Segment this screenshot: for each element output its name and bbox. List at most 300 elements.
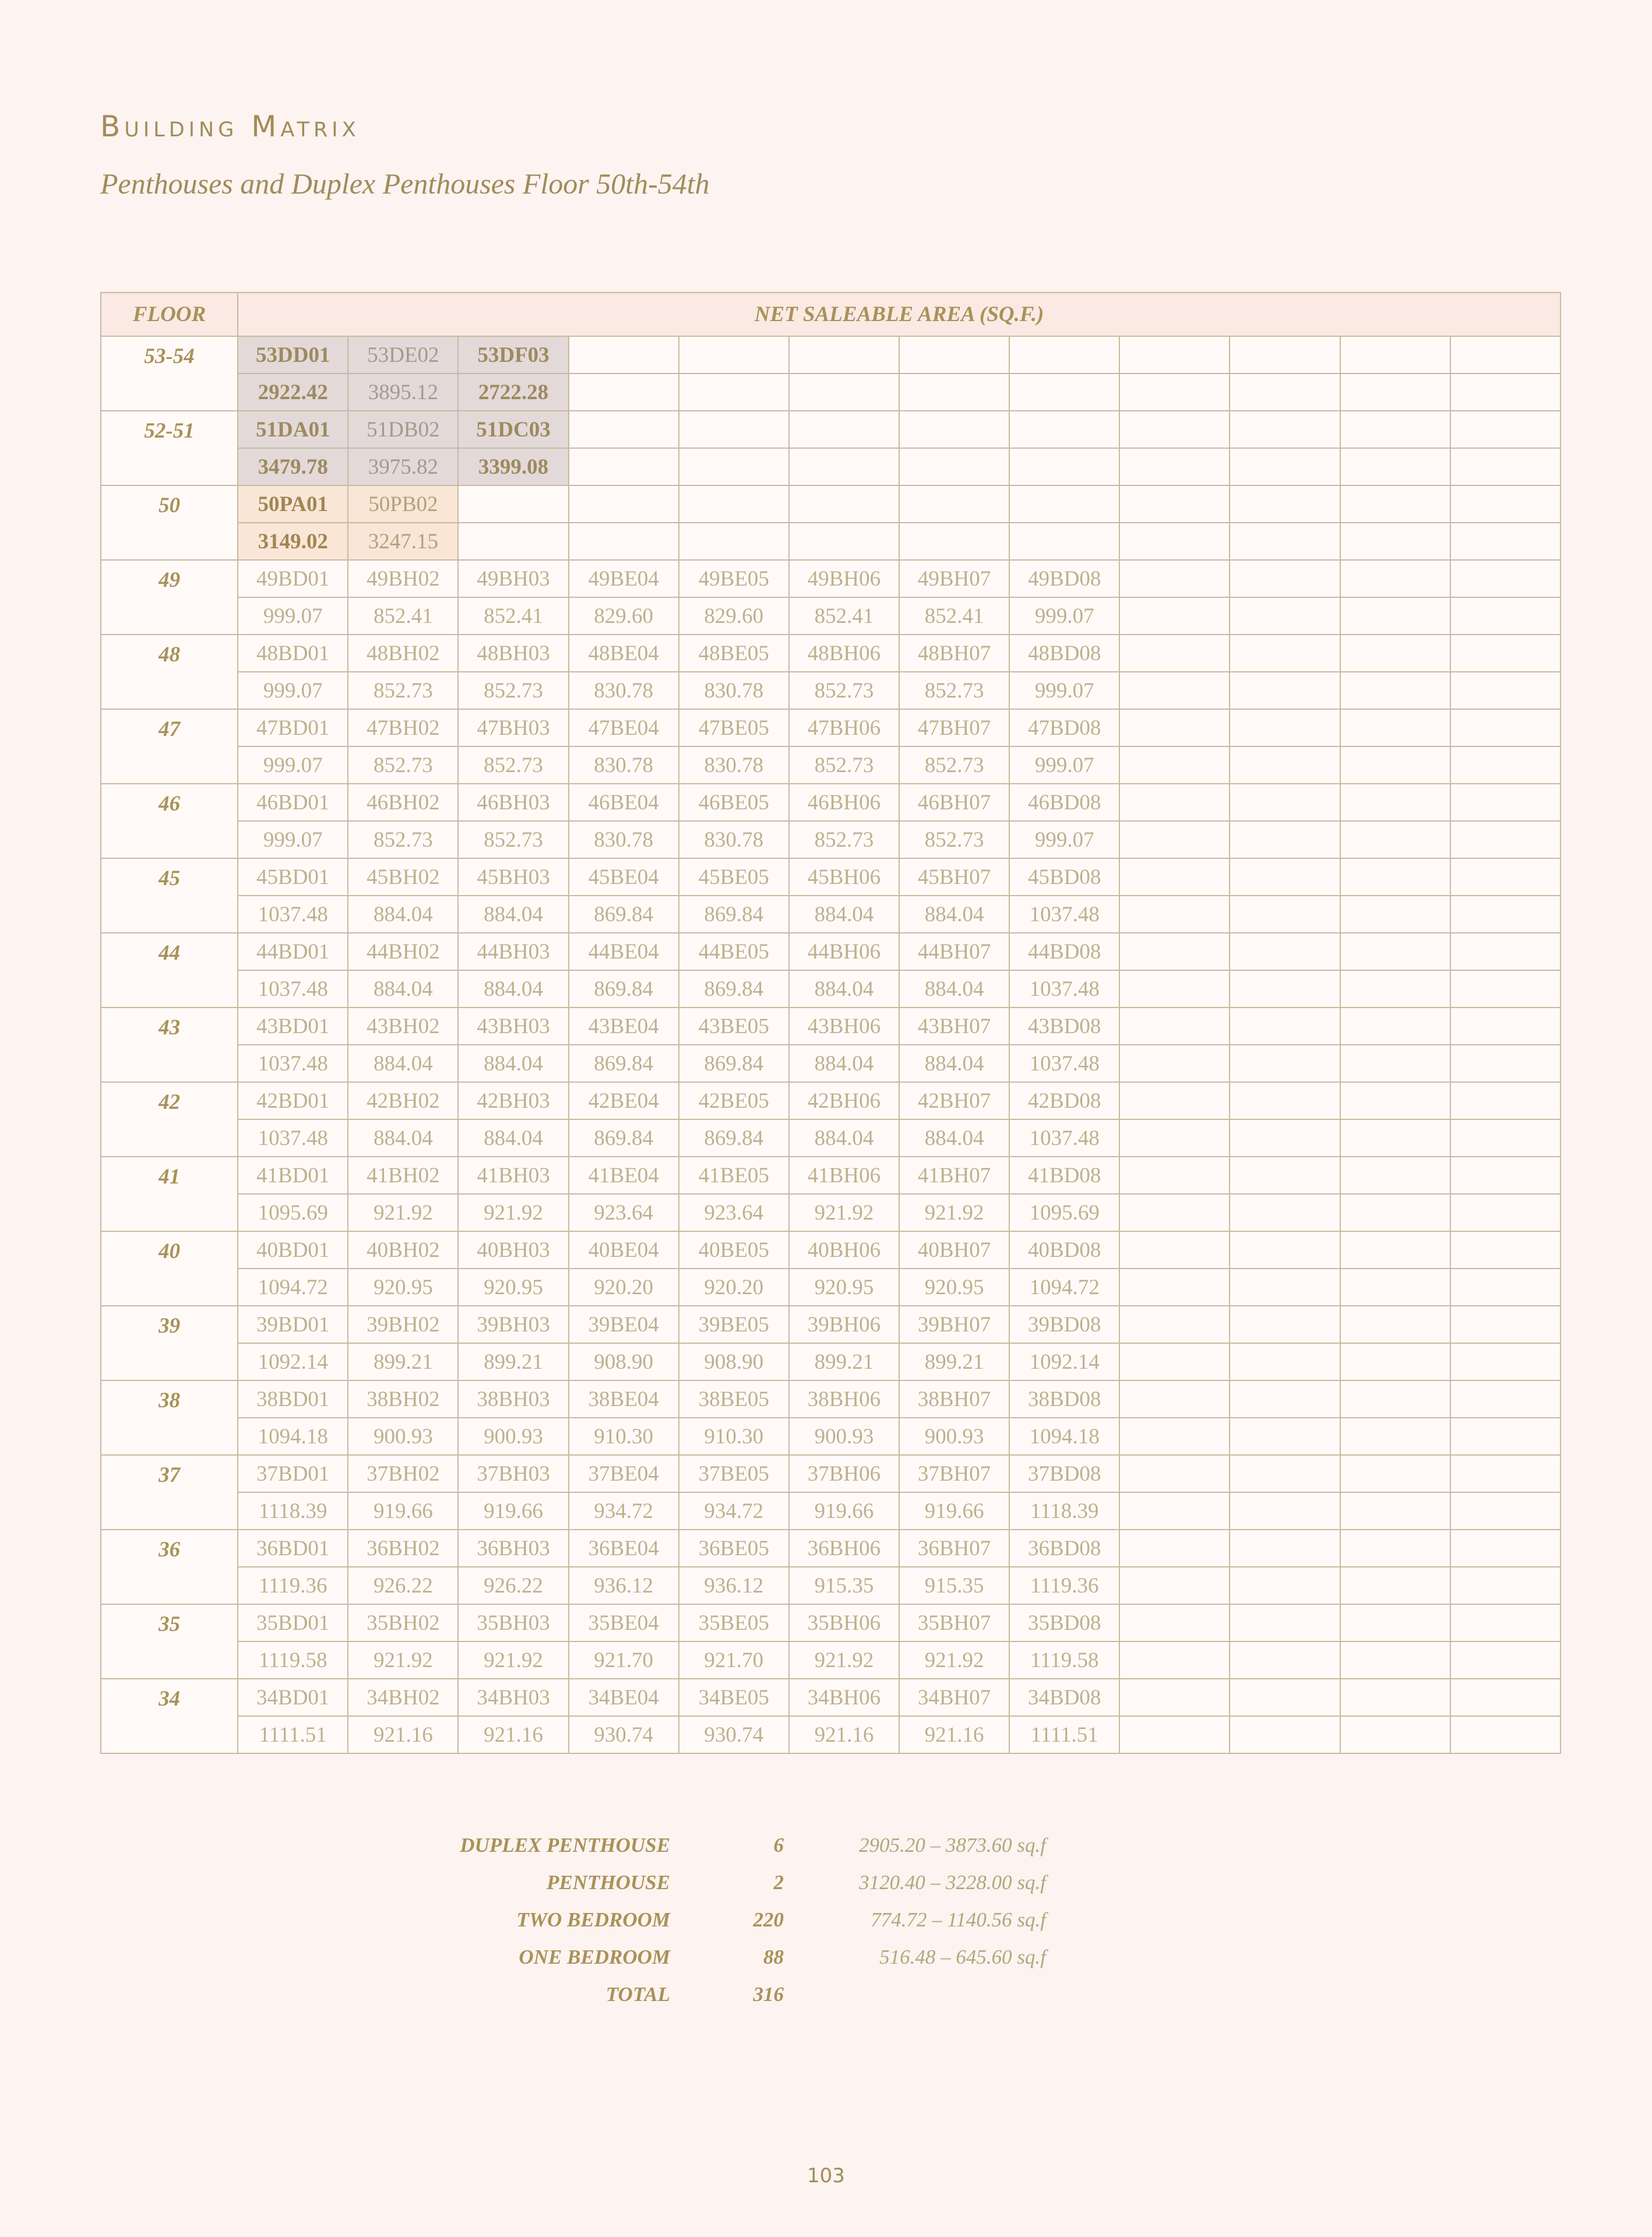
table-row [101, 1306, 1561, 1343]
area-cell: 921.92 [899, 1641, 1009, 1679]
empty-cell [1340, 1455, 1450, 1492]
table-row [101, 933, 1561, 970]
area-cell: 884.04 [458, 1119, 568, 1157]
empty-cell [1119, 1679, 1230, 1716]
unit-cell: 48BE05 [679, 635, 789, 672]
empty-cell [1119, 1231, 1230, 1269]
unit-cell: 53DF03 [458, 336, 568, 374]
area-cell: 852.73 [789, 746, 899, 784]
area-cell: 999.07 [1009, 672, 1119, 709]
unit-cell: 37BH03 [458, 1455, 568, 1492]
table-row [101, 1455, 1561, 1492]
floor-cell: 37 [101, 1455, 238, 1530]
unit-cell: 38BD08 [1009, 1380, 1119, 1418]
unit-cell: 40BD01 [238, 1231, 348, 1269]
area-cell: 900.93 [789, 1418, 899, 1455]
area-cell: 1119.36 [1009, 1567, 1119, 1604]
area-cell: 884.04 [899, 1045, 1009, 1082]
area-cell: 852.73 [458, 672, 568, 709]
empty-cell [1450, 933, 1561, 970]
summary-row [373, 1864, 1046, 1901]
empty-cell [1230, 821, 1340, 858]
unit-cell: 49BD01 [238, 560, 348, 597]
empty-cell [1230, 709, 1340, 746]
empty-cell [1230, 597, 1340, 635]
unit-cell: 37BH06 [789, 1455, 899, 1492]
empty-cell [679, 374, 789, 411]
empty-cell [789, 523, 899, 560]
area-cell: 999.07 [1009, 821, 1119, 858]
area-cell: 852.41 [458, 597, 568, 635]
area-cell: 999.07 [238, 597, 348, 635]
area-cell: 900.93 [458, 1418, 568, 1455]
empty-cell [1450, 485, 1561, 523]
area-cell: 919.66 [458, 1492, 568, 1530]
empty-cell [1450, 1269, 1561, 1306]
area-cell: 923.64 [679, 1194, 789, 1231]
empty-cell [679, 523, 789, 560]
area-cell: 921.92 [458, 1194, 568, 1231]
table-row [101, 1082, 1561, 1119]
unit-cell: 44BD08 [1009, 933, 1119, 970]
unit-cell: 43BH06 [789, 1007, 899, 1045]
unit-cell: 42BE04 [569, 1082, 679, 1119]
empty-cell [679, 448, 789, 485]
unit-cell: 34BH03 [458, 1679, 568, 1716]
empty-cell [1450, 1567, 1561, 1604]
table-row [101, 635, 1561, 672]
unit-cell: 45BD01 [238, 858, 348, 896]
empty-cell [1340, 1007, 1450, 1045]
unit-cell: 43BD08 [1009, 1007, 1119, 1045]
empty-cell [1119, 784, 1230, 821]
unit-cell: 34BH02 [348, 1679, 458, 1716]
area-cell: 884.04 [348, 970, 458, 1007]
floor-cell: 42 [101, 1082, 238, 1157]
area-cell: 921.16 [789, 1716, 899, 1753]
empty-cell [1230, 933, 1340, 970]
area-cell: 934.72 [679, 1492, 789, 1530]
area-cell: 919.66 [899, 1492, 1009, 1530]
area-cell: 830.78 [679, 746, 789, 784]
table-row [101, 970, 1561, 1007]
empty-cell [1340, 784, 1450, 821]
area-cell: 852.73 [789, 821, 899, 858]
empty-cell [1340, 1157, 1450, 1194]
empty-cell [1119, 1007, 1230, 1045]
unit-cell: 48BH06 [789, 635, 899, 672]
empty-cell [1119, 933, 1230, 970]
unit-cell: 43BE05 [679, 1007, 789, 1045]
area-cell: 3149.02 [238, 523, 348, 560]
unit-cell: 41BH03 [458, 1157, 568, 1194]
unit-cell: 34BE04 [569, 1679, 679, 1716]
empty-cell [1230, 411, 1340, 448]
table-row [101, 1679, 1561, 1716]
unit-cell: 36BD08 [1009, 1530, 1119, 1567]
unit-cell: 44BH06 [789, 933, 899, 970]
unit-cell: 34BE05 [679, 1679, 789, 1716]
area-cell: 869.84 [679, 1045, 789, 1082]
unit-cell: 46BE04 [569, 784, 679, 821]
empty-cell [1340, 597, 1450, 635]
empty-cell [1119, 1157, 1230, 1194]
summary-count: 6 [773, 1834, 784, 1856]
empty-cell [1340, 635, 1450, 672]
empty-cell [1450, 1157, 1561, 1194]
unit-cell: 35BH03 [458, 1604, 568, 1641]
table-row [101, 1269, 1561, 1306]
unit-cell: 47BD08 [1009, 709, 1119, 746]
area-cell: 830.78 [569, 746, 679, 784]
unit-cell: 37BE04 [569, 1455, 679, 1492]
empty-cell [1450, 1343, 1561, 1380]
area-cell: 1092.14 [238, 1343, 348, 1380]
empty-cell [1450, 1119, 1561, 1157]
area-cell: 899.21 [899, 1343, 1009, 1380]
floor-cell: 43 [101, 1007, 238, 1082]
area-cell: 910.30 [679, 1418, 789, 1455]
unit-cell: 43BH02 [348, 1007, 458, 1045]
unit-cell: 38BH07 [899, 1380, 1009, 1418]
area-cell: 899.21 [458, 1343, 568, 1380]
area-cell: 1037.48 [1009, 970, 1119, 1007]
area-cell: 921.92 [348, 1194, 458, 1231]
section-eyebrow: Building Matrix [100, 110, 360, 143]
area-cell: 1118.39 [1009, 1492, 1119, 1530]
unit-cell: 50PB02 [348, 485, 458, 523]
area-cell: 930.74 [679, 1716, 789, 1753]
empty-cell [1119, 374, 1230, 411]
empty-cell [1230, 672, 1340, 709]
summary-range: 516.48 – 645.60 sq.f [879, 1946, 1046, 1968]
empty-cell [569, 411, 679, 448]
area-cell: 926.22 [458, 1567, 568, 1604]
empty-cell [1230, 970, 1340, 1007]
area-cell: 830.78 [569, 821, 679, 858]
empty-cell [1009, 523, 1119, 560]
empty-cell [1450, 896, 1561, 933]
unit-cell: 37BE05 [679, 1455, 789, 1492]
area-cell: 910.30 [569, 1418, 679, 1455]
empty-cell [1230, 1007, 1340, 1045]
area-cell: 1037.48 [238, 970, 348, 1007]
unit-cell: 43BH03 [458, 1007, 568, 1045]
area-cell: 930.74 [569, 1716, 679, 1753]
empty-cell [1009, 485, 1119, 523]
matrix-body [101, 336, 1561, 1753]
unit-cell: 43BD01 [238, 1007, 348, 1045]
empty-cell [1119, 672, 1230, 709]
area-cell: 852.73 [789, 672, 899, 709]
empty-cell [569, 374, 679, 411]
empty-cell [1450, 709, 1561, 746]
empty-cell [1450, 970, 1561, 1007]
unit-cell: 38BH06 [789, 1380, 899, 1418]
unit-cell: 44BD01 [238, 933, 348, 970]
table-row [101, 1530, 1561, 1567]
empty-cell [1340, 336, 1450, 374]
empty-cell [1340, 821, 1450, 858]
empty-cell [1450, 597, 1561, 635]
unit-cell: 36BH07 [899, 1530, 1009, 1567]
unit-cell: 48BE04 [569, 635, 679, 672]
empty-cell [1230, 1380, 1340, 1418]
empty-cell [1119, 1530, 1230, 1567]
unit-cell: 36BD01 [238, 1530, 348, 1567]
unit-cell: 38BD01 [238, 1380, 348, 1418]
empty-cell [1119, 485, 1230, 523]
empty-cell [1450, 560, 1561, 597]
area-cell: 830.78 [569, 672, 679, 709]
area-cell: 869.84 [679, 896, 789, 933]
empty-cell [1119, 411, 1230, 448]
area-cell: 1111.51 [1009, 1716, 1119, 1753]
unit-cell: 37BD01 [238, 1455, 348, 1492]
floor-cell: 44 [101, 933, 238, 1007]
empty-cell [1340, 896, 1450, 933]
empty-cell [1450, 448, 1561, 485]
unit-cell: 42BD08 [1009, 1082, 1119, 1119]
unit-cell: 49BE04 [569, 560, 679, 597]
unit-cell: 40BD08 [1009, 1231, 1119, 1269]
empty-cell [679, 485, 789, 523]
unit-cell: 46BH07 [899, 784, 1009, 821]
unit-cell: 45BD08 [1009, 858, 1119, 896]
empty-cell [1009, 374, 1119, 411]
empty-cell [1119, 1343, 1230, 1380]
area-cell: 1111.51 [238, 1716, 348, 1753]
area-cell: 926.22 [348, 1567, 458, 1604]
unit-cell: 40BE05 [679, 1231, 789, 1269]
area-cell: 829.60 [569, 597, 679, 635]
area-cell: 884.04 [458, 970, 568, 1007]
empty-cell [1340, 858, 1450, 896]
unit-cell: 49BD08 [1009, 560, 1119, 597]
unit-cell: 39BH07 [899, 1306, 1009, 1343]
unit-cell: 42BH07 [899, 1082, 1009, 1119]
unit-cell: 35BD01 [238, 1604, 348, 1641]
unit-cell: 34BD08 [1009, 1679, 1119, 1716]
table-row [101, 597, 1561, 635]
unit-cell: 45BH07 [899, 858, 1009, 896]
area-cell: 921.92 [348, 1641, 458, 1679]
area-cell: 884.04 [789, 896, 899, 933]
area-cell: 852.73 [899, 821, 1009, 858]
empty-cell [458, 523, 568, 560]
unit-cell: 34BD01 [238, 1679, 348, 1716]
unit-cell: 47BH02 [348, 709, 458, 746]
unit-cell: 40BH06 [789, 1231, 899, 1269]
area-cell: 936.12 [679, 1567, 789, 1604]
unit-cell: 41BE04 [569, 1157, 679, 1194]
empty-cell [1009, 336, 1119, 374]
unit-cell: 39BE05 [679, 1306, 789, 1343]
table-header-row [101, 293, 1561, 336]
floor-cell: 39 [101, 1306, 238, 1380]
empty-cell [1450, 1455, 1561, 1492]
unit-cell: 35BE05 [679, 1604, 789, 1641]
empty-cell [458, 485, 568, 523]
empty-cell [1340, 1269, 1450, 1306]
unit-cell: 41BD08 [1009, 1157, 1119, 1194]
unit-cell: 36BH02 [348, 1530, 458, 1567]
unit-cell: 36BE04 [569, 1530, 679, 1567]
empty-cell [1230, 1269, 1340, 1306]
table-row [101, 672, 1561, 709]
unit-cell: 39BD01 [238, 1306, 348, 1343]
area-cell: 921.16 [899, 1716, 1009, 1753]
summary-label: ONE BEDROOM [519, 1946, 670, 1968]
empty-cell [1230, 635, 1340, 672]
area-cell: 884.04 [348, 1119, 458, 1157]
summary-row [373, 1827, 1046, 1864]
unit-cell: 46BD01 [238, 784, 348, 821]
unit-cell: 35BH06 [789, 1604, 899, 1641]
area-cell: 915.35 [899, 1567, 1009, 1604]
table-row [101, 1380, 1561, 1418]
table-row [101, 336, 1561, 374]
area-cell: 1118.39 [238, 1492, 348, 1530]
unit-cell: 43BE04 [569, 1007, 679, 1045]
area-cell: 999.07 [238, 746, 348, 784]
table-row [101, 1604, 1561, 1641]
unit-cell: 44BH02 [348, 933, 458, 970]
empty-cell [1119, 560, 1230, 597]
floor-cell: 48 [101, 635, 238, 709]
area-cell: 921.92 [899, 1194, 1009, 1231]
table-row [101, 1007, 1561, 1045]
empty-cell [1230, 896, 1340, 933]
empty-cell [1119, 858, 1230, 896]
area-cell: 899.21 [789, 1343, 899, 1380]
table-row [101, 1231, 1561, 1269]
empty-cell [1450, 1082, 1561, 1119]
table-row [101, 1194, 1561, 1231]
floor-cell: 41 [101, 1157, 238, 1231]
area-cell: 1119.58 [1009, 1641, 1119, 1679]
empty-cell [569, 523, 679, 560]
area-cell: 2922.42 [238, 374, 348, 411]
empty-cell [1230, 1343, 1340, 1380]
area-cell: 869.84 [569, 1045, 679, 1082]
area-cell: 852.41 [789, 597, 899, 635]
area-cell: 999.07 [1009, 597, 1119, 635]
empty-cell [1340, 485, 1450, 523]
unit-cell: 39BH03 [458, 1306, 568, 1343]
area-cell: 2722.28 [458, 374, 568, 411]
area-cell: 921.70 [569, 1641, 679, 1679]
table-row [101, 1157, 1561, 1194]
area-cell: 884.04 [458, 896, 568, 933]
area-cell: 1094.72 [238, 1269, 348, 1306]
area-cell: 869.84 [679, 1119, 789, 1157]
empty-cell [1450, 411, 1561, 448]
area-cell: 852.41 [899, 597, 1009, 635]
unit-cell: 39BD08 [1009, 1306, 1119, 1343]
floor-cell: 47 [101, 709, 238, 784]
empty-cell [1450, 858, 1561, 896]
empty-cell [1450, 1306, 1561, 1343]
area-cell: 830.78 [679, 672, 789, 709]
summary-row [373, 1939, 1046, 1976]
unit-cell: 37BH07 [899, 1455, 1009, 1492]
empty-cell [1340, 1604, 1450, 1641]
area-cell: 934.72 [569, 1492, 679, 1530]
empty-cell [1119, 896, 1230, 933]
unit-cell: 35BD08 [1009, 1604, 1119, 1641]
unit-cell: 35BH02 [348, 1604, 458, 1641]
unit-cell: 49BE05 [679, 560, 789, 597]
unit-cell: 44BE05 [679, 933, 789, 970]
unit-cell: 40BH02 [348, 1231, 458, 1269]
empty-cell [1119, 523, 1230, 560]
empty-cell [569, 485, 679, 523]
empty-cell [899, 374, 1009, 411]
area-cell: 1037.48 [1009, 1119, 1119, 1157]
unit-cell: 42BE05 [679, 1082, 789, 1119]
empty-cell [1230, 485, 1340, 523]
unit-cell: 48BD08 [1009, 635, 1119, 672]
empty-cell [1119, 1604, 1230, 1641]
empty-cell [1450, 1716, 1561, 1753]
empty-cell [1340, 933, 1450, 970]
empty-cell [1119, 635, 1230, 672]
area-cell: 921.92 [789, 1641, 899, 1679]
floor-cell: 38 [101, 1380, 238, 1455]
empty-cell [789, 336, 899, 374]
empty-cell [899, 411, 1009, 448]
unit-cell: 38BH03 [458, 1380, 568, 1418]
empty-cell [1340, 746, 1450, 784]
empty-cell [1119, 1045, 1230, 1082]
empty-cell [569, 448, 679, 485]
summary-label: DUPLEX PENTHOUSE [460, 1834, 670, 1856]
unit-cell: 34BH07 [899, 1679, 1009, 1716]
area-cell: 869.84 [679, 970, 789, 1007]
area-cell: 921.92 [789, 1194, 899, 1231]
floor-cell: 34 [101, 1679, 238, 1753]
area-cell: 869.84 [569, 970, 679, 1007]
empty-cell [1230, 858, 1340, 896]
empty-cell [1230, 1306, 1340, 1343]
floor-cell: 52-51 [101, 411, 238, 485]
area-cell: 921.16 [348, 1716, 458, 1753]
unit-cell: 46BE05 [679, 784, 789, 821]
empty-cell [899, 448, 1009, 485]
area-cell: 3479.78 [238, 448, 348, 485]
area-cell: 921.16 [458, 1716, 568, 1753]
empty-cell [1340, 1306, 1450, 1343]
empty-cell [1009, 411, 1119, 448]
empty-cell [1450, 1604, 1561, 1641]
unit-cell: 41BH02 [348, 1157, 458, 1194]
area-cell: 852.73 [899, 746, 1009, 784]
summary-row [373, 1976, 1046, 2013]
area-cell: 852.73 [348, 672, 458, 709]
unit-cell: 49BH06 [789, 560, 899, 597]
table-row [101, 411, 1561, 448]
empty-cell [1230, 374, 1340, 411]
table-row [101, 374, 1561, 411]
unit-cell: 40BH07 [899, 1231, 1009, 1269]
unit-cell: 45BH06 [789, 858, 899, 896]
empty-cell [1230, 1492, 1340, 1530]
area-cell: 908.90 [569, 1343, 679, 1380]
area-column-header: NET SALEABLE AREA (SQ.F.) [238, 293, 1561, 336]
empty-cell [1340, 1530, 1450, 1567]
empty-cell [1340, 1119, 1450, 1157]
